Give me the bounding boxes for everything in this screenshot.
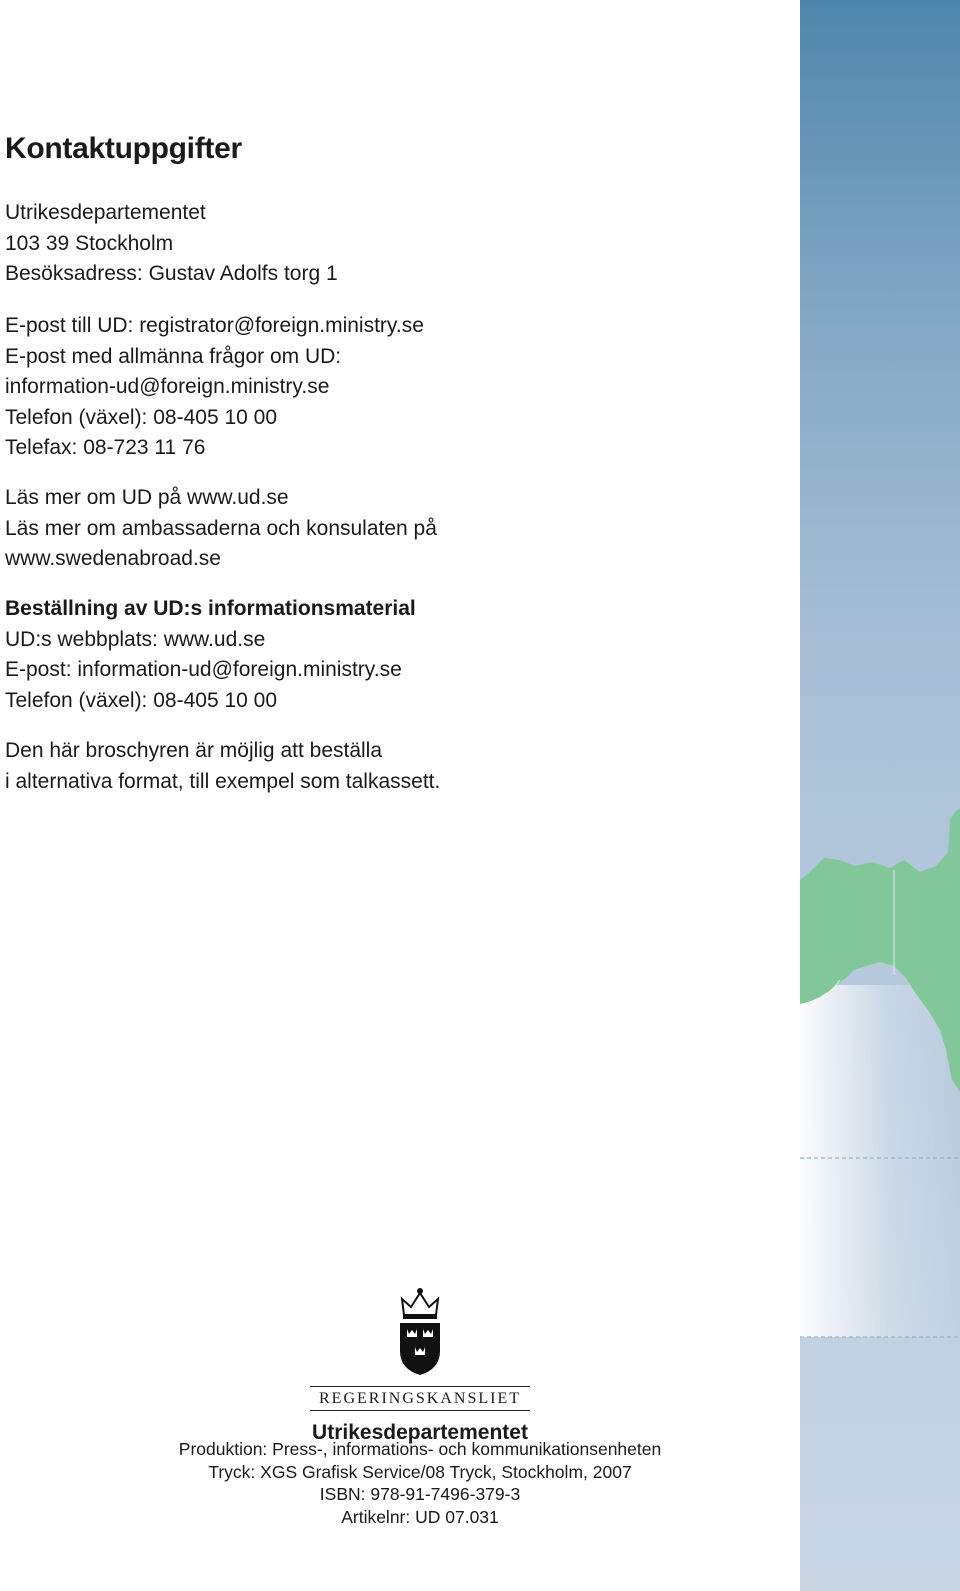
link-ud[interactable]: Läs mer om UD på www.ud.se [5, 486, 289, 509]
fax: Telefax: 08-723 11 76 [5, 436, 206, 459]
alt-format-line: i alternativa format, till exempel som talkassett. [5, 769, 441, 793]
regeringskansliet-logo [310, 1285, 530, 1445]
links-block [5, 483, 437, 575]
logo-wordmark: REGERINGSKANSLIET [310, 1386, 530, 1411]
email-registrator[interactable]: E-post till UD: registrator@foreign.ministry.se [5, 314, 424, 337]
map-graphic [800, 0, 960, 1591]
contact-block [5, 311, 424, 464]
order-website[interactable]: UD:s webbplats: www.ud.se [5, 627, 266, 651]
order-phone: Telefon (växel): 08-405 10 00 [5, 688, 278, 712]
map-strip [800, 0, 960, 1591]
email-general[interactable]: information-ud@foreign.ministry.se [5, 375, 330, 398]
three-crowns-shield-icon [394, 1285, 446, 1377]
alt-format-block [5, 736, 440, 797]
colophon [130, 1438, 710, 1528]
colophon-production: Produktion: Press-, informations- och kommunikationsenheten [178, 1439, 662, 1459]
order-title: Beställning av UD:s informationsmaterial [5, 597, 416, 620]
colophon-article: Artikelnr: UD 07.031 [341, 1506, 499, 1527]
link-embassies-label: Läs mer om ambassaderna och konsulaten på [5, 516, 437, 540]
logo-department: Utrikesdepartementet [312, 1421, 528, 1444]
address-line: 103 39 Stockholm [5, 231, 174, 255]
address-line: Utrikesdepartementet [5, 201, 206, 224]
address-block [5, 198, 338, 290]
colophon-isbn: ISBN: 978-91-7496-379-3 [319, 1484, 521, 1504]
address-line: Besöksadress: Gustav Adolfs torg 1 [5, 262, 338, 285]
order-block [5, 594, 416, 716]
colophon-print: Tryck: XGS Grafisk Service/08 Tryck, Stockholm, 2007 [208, 1461, 632, 1482]
crown-icon [402, 1288, 438, 1319]
email-general-label: E-post med allmänna frågor om UD: [5, 344, 342, 368]
link-swedenabroad[interactable]: www.swedenabroad.se [5, 547, 221, 570]
phone-switchboard: Telefon (växel): 08-405 10 00 [5, 405, 278, 429]
order-email[interactable]: E-post: information-ud@foreign.ministry.se [5, 658, 402, 681]
page-title: Kontaktuppgifter [5, 132, 242, 165]
alt-format-line: Den här broschyren är möjlig att beställa [5, 739, 383, 762]
